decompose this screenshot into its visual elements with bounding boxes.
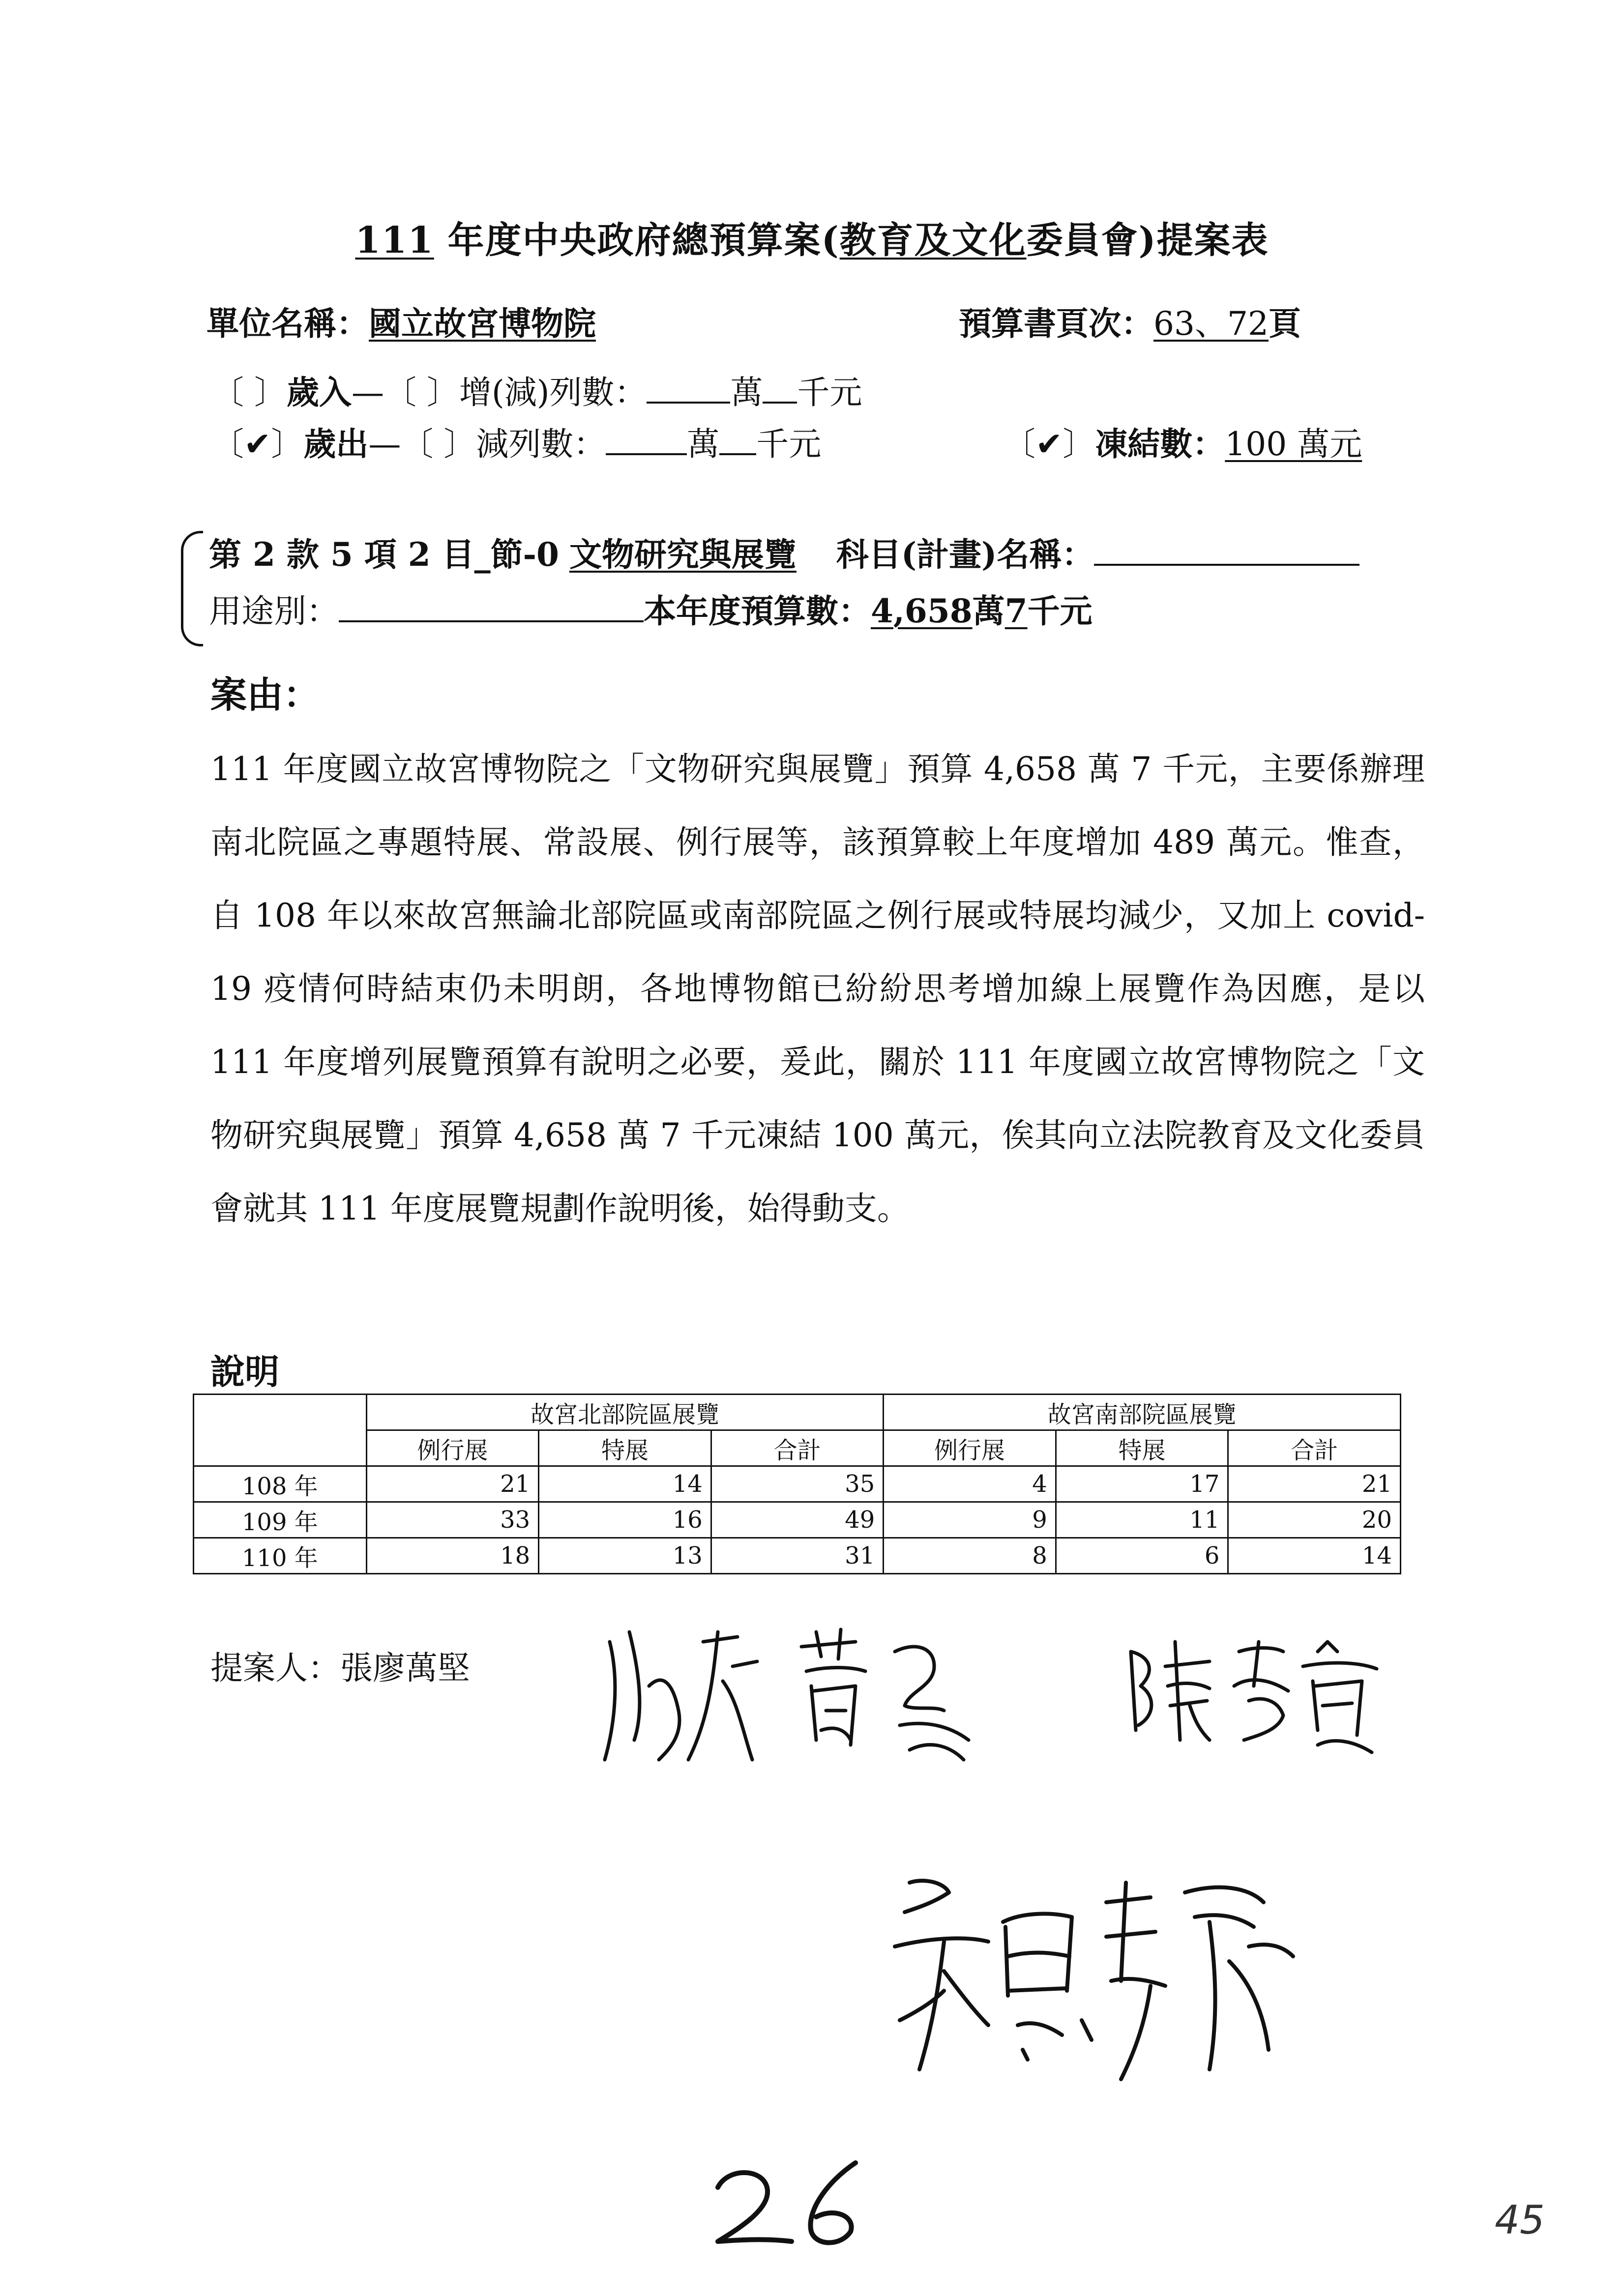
freeze-value: 100 萬元 bbox=[1225, 425, 1362, 463]
page-ref-value: 63、72 bbox=[1153, 305, 1269, 343]
page-ref-line bbox=[959, 297, 1301, 344]
row-year: 109 年 bbox=[194, 1502, 367, 1538]
table-cell: 33 bbox=[366, 1502, 539, 1538]
table-cell: 18 bbox=[366, 1538, 539, 1574]
unit-value: 國立故宮博物院 bbox=[369, 304, 596, 343]
page-ref-suffix: 頁 bbox=[1268, 304, 1301, 343]
document-title bbox=[0, 211, 1624, 263]
freeze-label: 凍結數： bbox=[1095, 425, 1225, 463]
proposer-label: 提案人： bbox=[210, 1649, 340, 1687]
table-cell: 11 bbox=[1056, 1502, 1228, 1538]
table-cell: 8 bbox=[884, 1538, 1056, 1574]
table-cell: 35 bbox=[711, 1466, 884, 1502]
revenue-line bbox=[211, 366, 862, 413]
table-cell: 21 bbox=[1228, 1466, 1401, 1502]
table-cell: 21 bbox=[366, 1466, 539, 1502]
subheader-cell: 特展 bbox=[1056, 1430, 1228, 1466]
expenditure-qian-blank bbox=[719, 424, 756, 455]
group-south-header: 故宮南部院區展覽 bbox=[884, 1395, 1401, 1430]
revenue-label: 歲入 bbox=[286, 373, 352, 411]
signature-2 bbox=[1121, 1632, 1396, 1760]
budget-wan-unit: 萬 bbox=[972, 592, 1005, 630]
table-cell: 14 bbox=[1228, 1538, 1401, 1574]
reason-heading: 案由： bbox=[210, 674, 320, 716]
row-year: 110 年 bbox=[194, 1538, 367, 1574]
table-cell: 13 bbox=[539, 1538, 711, 1574]
table-row bbox=[194, 1466, 1401, 1502]
freeze-checkbox: 〔✔〕 bbox=[1003, 425, 1095, 463]
title-year: 111 bbox=[355, 219, 434, 262]
subheader-cell: 合計 bbox=[711, 1430, 884, 1466]
section-name: 文物研究與展覽 bbox=[569, 535, 797, 574]
budget-qian: 7 bbox=[1004, 592, 1028, 630]
unit-label: 單位名稱： bbox=[207, 304, 369, 343]
table-cell: 20 bbox=[1228, 1502, 1401, 1538]
exhibition-table bbox=[193, 1394, 1401, 1574]
table-cell: 9 bbox=[884, 1502, 1056, 1538]
expenditure-line bbox=[211, 418, 821, 465]
budget-wan: 4,658 bbox=[871, 592, 973, 630]
table-row bbox=[194, 1538, 1401, 1574]
freeze-line bbox=[1003, 418, 1362, 465]
expenditure-wan: 萬 bbox=[687, 425, 720, 463]
corner-page-number: 45 bbox=[1495, 2197, 1545, 2243]
section-line bbox=[209, 528, 1359, 575]
title-part2: 委員會)提案表 bbox=[1026, 219, 1269, 262]
expenditure-checkbox: 〔✔〕 bbox=[211, 425, 304, 463]
title-part1: 年度中央政府總預算案( bbox=[434, 219, 840, 262]
table-cell: 6 bbox=[1056, 1538, 1228, 1574]
use-label: 用途別： bbox=[209, 592, 339, 630]
subject-label: 科目(計畫)名稱： bbox=[836, 535, 1094, 574]
revenue-wan: 萬 bbox=[730, 374, 763, 411]
proposer-line bbox=[210, 1642, 470, 1688]
group-north-header: 故宮北部院區展覽 bbox=[366, 1395, 884, 1430]
table-cell: 4 bbox=[884, 1466, 1056, 1502]
explanation-heading: 說明 bbox=[210, 1351, 279, 1392]
unit-line bbox=[207, 297, 596, 344]
revenue-qian-blank bbox=[763, 372, 797, 404]
expenditure-detail: —〔 〕減列數： bbox=[368, 425, 606, 463]
expenditure-label: 歲出 bbox=[303, 425, 369, 463]
subheader-cell: 特展 bbox=[539, 1430, 711, 1466]
use-blank bbox=[339, 591, 644, 622]
signature-1 bbox=[590, 1612, 1033, 1819]
handwritten-number-26 bbox=[708, 2153, 885, 2251]
table-corner-cell bbox=[194, 1395, 367, 1466]
table-subheader-row bbox=[194, 1430, 1401, 1466]
section-code: 第 2 款 5 項 2 目_節-0 bbox=[209, 535, 559, 574]
table-cell: 16 bbox=[539, 1502, 711, 1538]
row-year: 108 年 bbox=[194, 1466, 367, 1502]
use-line bbox=[209, 585, 1093, 632]
table-cell: 31 bbox=[711, 1538, 884, 1574]
signature-3 bbox=[875, 1863, 1318, 2109]
table-cell: 14 bbox=[539, 1466, 711, 1502]
expenditure-wan-blank bbox=[606, 424, 687, 455]
table-cell: 17 bbox=[1056, 1466, 1228, 1502]
revenue-checkbox: 〔 〕 bbox=[211, 374, 287, 411]
subject-blank bbox=[1094, 534, 1359, 566]
budget-label: 本年度預算數： bbox=[644, 592, 871, 630]
subheader-cell: 合計 bbox=[1228, 1430, 1401, 1466]
revenue-detail: —〔 〕增(減)列數： bbox=[351, 374, 647, 411]
budget-qian-unit: 千元 bbox=[1027, 592, 1093, 630]
revenue-qian: 千元 bbox=[797, 374, 862, 411]
subheader-cell: 例行展 bbox=[884, 1430, 1056, 1466]
page-ref-label: 預算書頁次： bbox=[959, 304, 1153, 343]
reason-text: 111 年度國立故宮博物院之「文物研究與展覽」預算 4,658 萬 7 千元，主要係辦理南北院區之專題特展、常設展、例行展等，該預算較上年度增加 489 萬元。惟查，自 108 年以來故宮無論北部院區或南部院區之例行展或特展均減少，又加上 covid-19 疫情何時結束仍未明朗，各地博物館已紛紛思考增加線上展覽作為因應，是以 111 年度增列展覽預算有說明之必要，爰此，關於 111 年度國立故宮博物院之「文物研究與展覽」預算 4,658 萬 7 千元凍結 100 萬元，俟其向立法院教育及文化委員會就其 111 年度展覽規劃作說明後，始得動支。 bbox=[210, 750, 1425, 1227]
expenditure-qian: 千元 bbox=[756, 425, 822, 463]
section-brace bbox=[181, 531, 203, 646]
subheader-cell: 例行展 bbox=[366, 1430, 539, 1466]
title-committee: 教育及文化 bbox=[839, 219, 1027, 262]
reason-body bbox=[210, 732, 1425, 1245]
table-cell: 49 bbox=[711, 1502, 884, 1538]
proposer-name: 張廖萬堅 bbox=[340, 1649, 470, 1687]
table-row bbox=[194, 1502, 1401, 1538]
table-group-header-row bbox=[194, 1395, 1401, 1430]
revenue-wan-blank bbox=[647, 372, 730, 404]
